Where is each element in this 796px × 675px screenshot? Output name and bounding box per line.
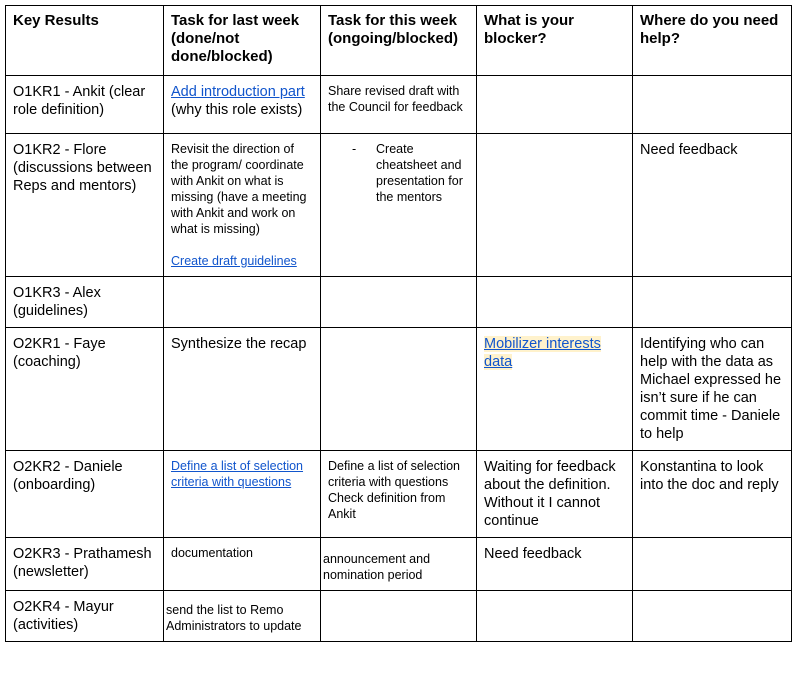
blocker-cell[interactable] [477,76,633,134]
this-week-cell[interactable] [321,277,477,328]
key-result-cell[interactable]: O2KR3 - Prathamesh (newsletter) [6,538,164,591]
this-week-cell[interactable]: Share revised draft with the Council for feedback [321,76,477,134]
add-introduction-link[interactable]: Add introduction part [171,84,305,100]
help-cell[interactable]: Konstantina to look into the doc and reply [633,451,792,538]
last-week-cell[interactable] [164,451,321,538]
table-row [6,591,792,642]
bullet-dash: - [352,142,357,156]
help-cell[interactable]: Identifying who can help with the data as Michael expressed he isn’t sure if he can commit time - Daniele to help [633,328,792,451]
header-help: Where do you need help? [633,6,792,76]
blocker-cell[interactable]: Need feedback [477,538,633,591]
last-week-cell[interactable] [164,277,321,328]
blocker-cell[interactable]: Waiting for feedback about the definition. Without it I cannot continue [477,451,633,538]
blocker-cell[interactable] [477,134,633,277]
header-row [6,6,792,76]
this-week-cell[interactable] [321,591,477,642]
blocker-cell[interactable] [477,328,633,451]
last-week-cell[interactable]: documentation [164,538,321,591]
last-week-cell[interactable]: Synthesize the recap [164,328,321,451]
key-result-cell[interactable]: O2KR4 - Mayur (activities) [6,591,164,642]
table-row [6,328,792,451]
key-result-cell[interactable]: O1KR3 - Alex (guidelines) [6,277,164,328]
table-row [6,134,792,277]
define-selection-criteria-link[interactable]: Define a list of selection criteria with questions [171,459,304,489]
key-result-cell[interactable]: O1KR2 - Flore (discussions between Reps and mentors) [6,134,164,277]
last-week-cell[interactable]: send the list to Remo Administrators to update [164,591,321,642]
last-week-text: (why this role exists) [171,102,303,118]
help-cell[interactable]: Need feedback [633,134,792,277]
okr-table [5,5,792,642]
this-week-text: Create cheatsheet and presentation for the mentors [376,142,463,204]
this-week-cell[interactable] [321,328,477,451]
help-cell[interactable] [633,538,792,591]
mobilizer-interests-link[interactable]: Mobilizer interests data [484,336,601,370]
this-week-cell[interactable]: announcement and nomination period [321,538,477,591]
header-blocker: What is your blocker? [477,6,633,76]
last-week-cell[interactable] [164,76,321,134]
this-week-cell[interactable]: Define a list of selection criteria with questions Check definition from Ankit [321,451,477,538]
last-week-cell[interactable] [164,134,321,277]
header-key-results: Key Results [6,6,164,76]
this-week-cell[interactable] [321,134,477,277]
header-this-week: Task for this week (ongoing/blocked) [321,6,477,76]
key-result-cell[interactable]: O1KR1 - Ankit (clear role definition) [6,76,164,134]
help-cell[interactable] [633,591,792,642]
blocker-cell[interactable] [477,277,633,328]
help-cell[interactable] [633,76,792,134]
table-row [6,277,792,328]
key-result-cell[interactable]: O2KR2 - Daniele (onboarding) [6,451,164,538]
help-cell[interactable] [633,277,792,328]
table-row [6,538,792,591]
list-item [328,141,469,205]
blocker-cell[interactable] [477,591,633,642]
last-week-text: Revisit the direction of the program/ coordinate with Ankit on what is missing (have a meeting with Ankit and work on what is missing) [171,142,307,236]
key-result-cell[interactable]: O2KR1 - Faye (coaching) [6,328,164,451]
create-draft-guidelines-link[interactable]: Create draft guidelines [171,254,297,268]
table-row [6,76,792,134]
table-row [6,451,792,538]
header-last-week: Task for last week (done/not done/blocked) [164,6,321,76]
